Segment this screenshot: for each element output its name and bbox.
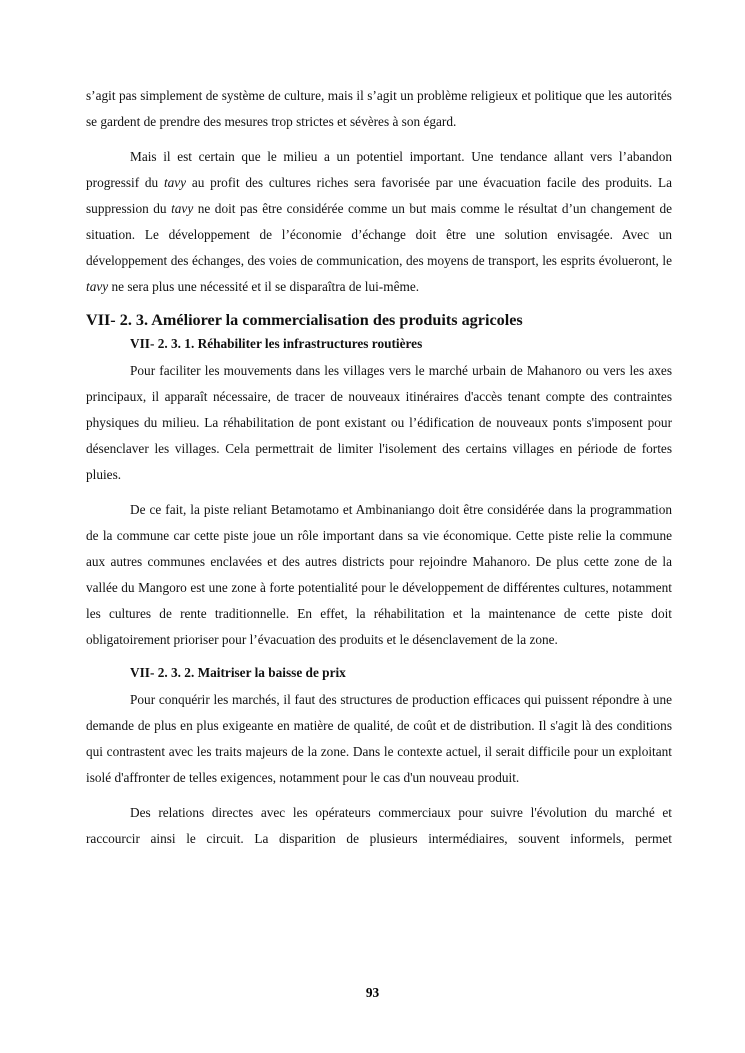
paragraph-marches: Pour conquérir les marchés, il faut des structures de production efficaces qui puissent répondre à une demande de plus en plus exigeante en matière de qualité, de coût et de distribution. Il s'agit là des conditions qui contrastent avec les traits majeurs de la zone. Dans le contexte actuel, il serait difficile pour un exploitant isolé d'affronter de telles exigences, notamment pour le cas d'un nouveau produit. [86, 692, 672, 785]
paragraph-continuation: s’agit pas simplement de système de culture, mais il s’agit un problème religieux et politique que les autorités se gardent de prendre des mesures trop strictes et sévères à son égard. [86, 88, 672, 129]
subsection-heading-baisse-prix: VII- 2. 3. 2. Maitriser la baisse de prix [130, 665, 346, 680]
subsection-heading-infrastructures: VII- 2. 3. 1. Réhabiliter les infrastructures routières [130, 336, 423, 351]
paragraph-tavy-part-a: Mais il est certain que le milieu a un potentiel important. Une tendance allant vers l’abandon progressif du [86, 149, 672, 190]
page-number: 93 [365, 985, 380, 1000]
paragraph-piste: De ce fait, la piste reliant Betamotamo et Ambinaniango doit être considérée dans la programmation de la commune car cette piste joue un rôle important dans sa vie économique. Cette piste relie la commune aux autres communes enclavées et des autres districts pour rejoindre Mahanoro. De plus cette zone de la vallée du Mangoro est une zone à forte potentialité pour le développement de différentes cultures, notamment les cultures de rente traditionnelle. En effet, la réhabilitation et la maintenance de cette piste doit obligatoirement prioriser pour l’évacuation des produits et le désenclavement de la zone. [86, 502, 672, 647]
document-page [86, 83, 672, 852]
paragraph-tavy-part-b: au profit des cultures riches sera favorisée par une évacuation facile des produits. La suppression du [86, 175, 673, 216]
tavy-term: tavy [171, 201, 194, 216]
paragraph-tavy-part-c: ne doit pas être considérée comme un but mais comme le résultat d’un changement de situation. Le développement de l’économie d’échange doit être une solution envisagée. Avec un développement des échanges, des voies de communication, des moyens de transport, les esprits évolueront, le [86, 201, 672, 268]
section-heading-commercialisation: VII- 2. 3. Améliorer la commercialisation des produits agricoles [86, 311, 523, 329]
tavy-term: tavy [163, 175, 187, 190]
paragraph-tavy [86, 144, 672, 300]
tavy-term: tavy [86, 279, 109, 294]
paragraph-mouvements: Pour faciliter les mouvements dans les villages vers le marché urbain de Mahanoro ou vers les axes principaux, il apparaît nécessaire, de tracer de nouveaux itinéraires d'accès tenant compte des contraintes physiques du milieu. La réhabilitation de pont existant ou l’édification de nouveaux ponts s'imposent pour désenclaver les villages. Cela permettrait de limiter l'isolement des certains villages en période de fortes pluies. [86, 363, 672, 482]
paragraph-relations: Des relations directes avec les opérateurs commerciaux pour suivre l'évolution du marché et raccourcir ainsi le circuit. La disparition de plusieurs intermédiaires, souvent informels, permet [86, 805, 672, 846]
paragraph-tavy-part-d: ne sera plus une nécessité et il se disparaîtra de lui-même. [108, 279, 420, 294]
